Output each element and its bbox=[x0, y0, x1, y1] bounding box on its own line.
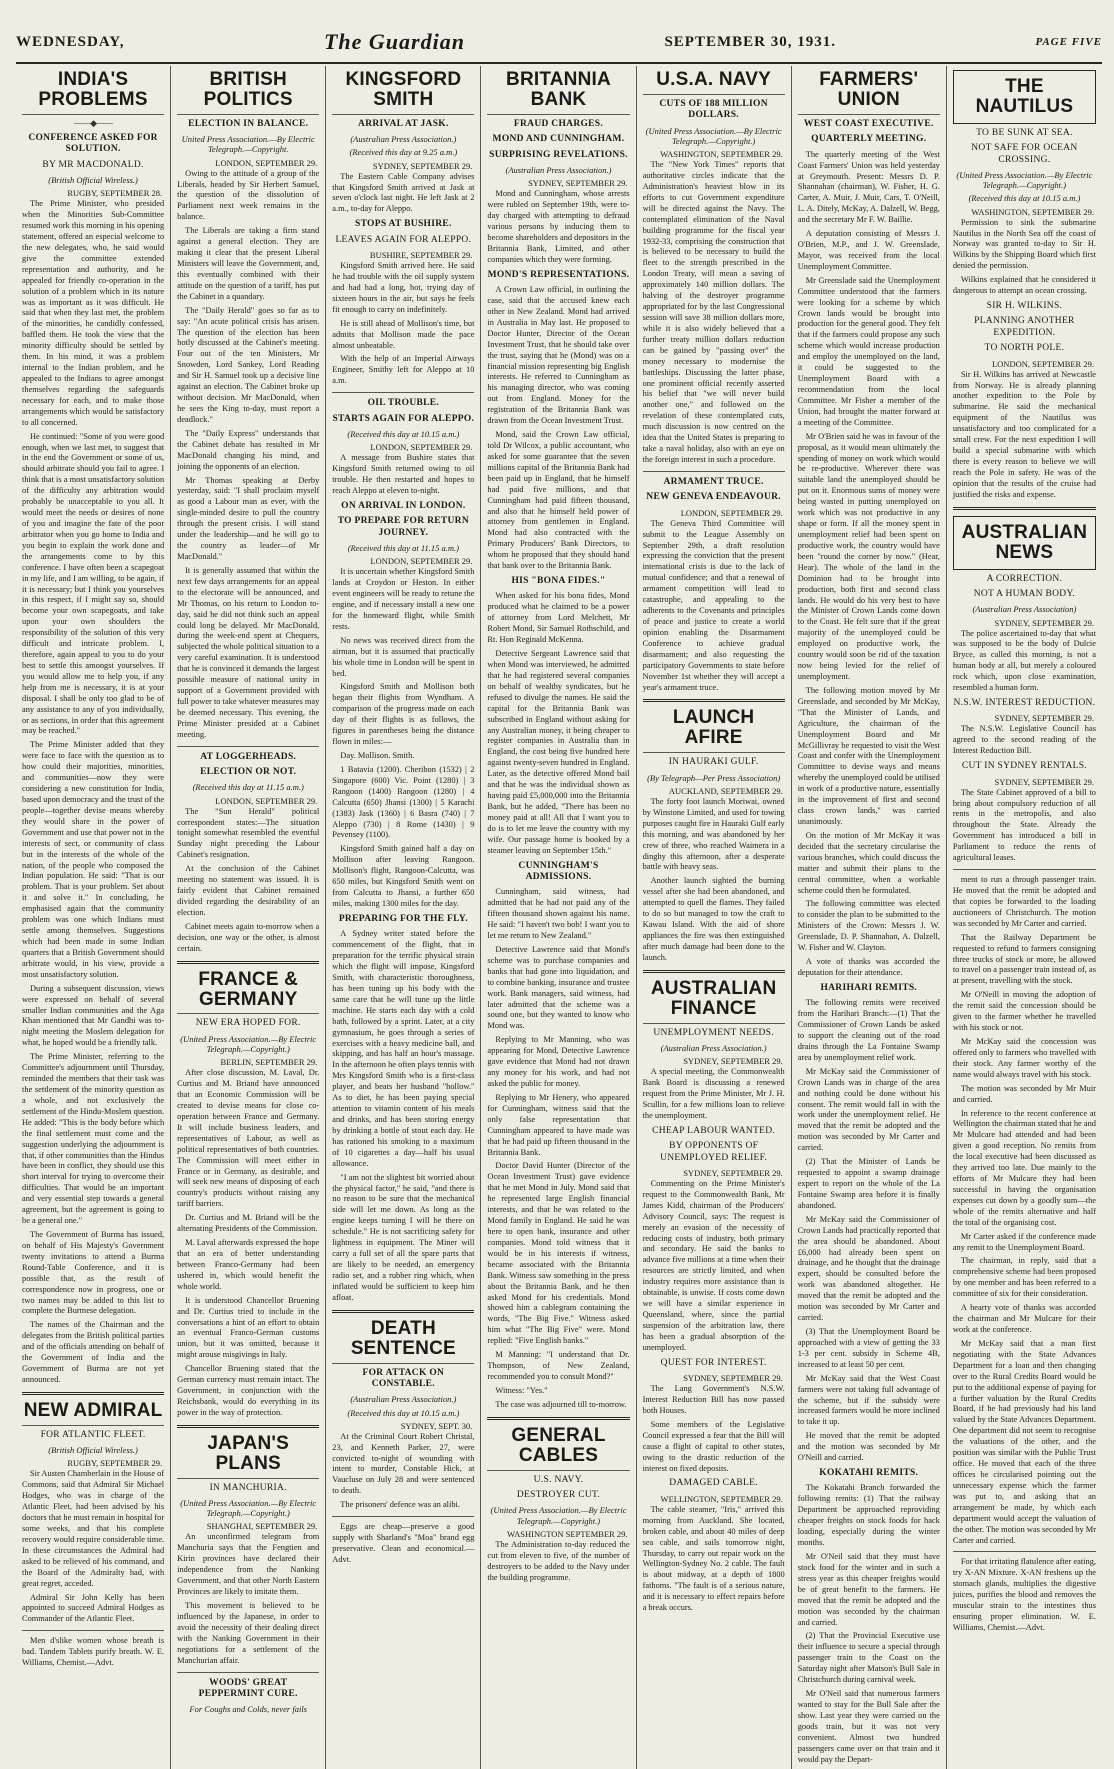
paragraph: The Geneva Third Committee will submit to the League Assembly on September 29th, a draft resolution expressing the conviction that the present international crisis is due to the lack of mutual confidence; and that a renewal of armament competition will lead to catastrophe, and appealing to the adherents to the Covenants and principles of peace and justice to create a world opinion enabling the Disarmament Conference to achieve gradual disarmament; and also requesting the participatory Governments to state before November 1st whether they will accept a year's armament truce. bbox=[642, 518, 785, 692]
paragraph: The "Daily Herald" goes so far as to say: "An acute political crisis has arisen. The question of the election has been hotly discussed at the Cabinet's meeting. Four out of the ten Ministers, Mr Snowden, Lord Sankey, Lord Reading and Sir H. Samuel took up a decisive line against an election. The Cabinet broke up without decision. Mr MacDonald, when he sees the King to-day, must report a deadlock." bbox=[177, 305, 320, 424]
deck: CHEAP LABOUR WANTED. bbox=[652, 1125, 776, 1136]
dateline: AUCKLAND, SEPTEMBER 29. bbox=[668, 785, 783, 796]
divider bbox=[22, 1630, 164, 1631]
paragraph: M. Laval afterwards expressed the hope that an era of better understanding between Franco-Germany had been ushered in, which would benefit the whole world. bbox=[177, 1238, 320, 1291]
paragraph: The Kokatahi Branch forwarded the following remits: (1) That the railway Department be approached reproviding cheaper freights on stock foods for hack loading, especially during the winter months. bbox=[797, 1483, 940, 1548]
paragraph: The Prime Minister, referring to the Committee's adjournment until Thursday, reminded the members that their task was the settlement of the minority question as a whole, and not exclusively the settlement of the Hindu-Moslem question. He added: "This is the body before which the final settlement must come and the suggestion underlying the adjournment is that, if other communities than the Hindus have been in conflict, they should use this short interval for trying to overcome their difficulties. That would be an important and very essential step towards a general agreement, but the agreement is going to be a general one." bbox=[22, 1052, 165, 1226]
headline-australian-news: AUSTRALIAN NEWS bbox=[953, 516, 1096, 570]
paragraph: Witness: "Yes." bbox=[495, 1385, 548, 1395]
paragraph: No news was received direct from the airman, but it is assumed that practically his whole time in London will be spent in bed. bbox=[332, 635, 475, 678]
paragraph: A special meeting, the Commonwealth Bank Board is discussing a renewed request from the Prime Minister, Mr J. H. Scullin, for a few millions loan to relieve the unemployment. bbox=[642, 1067, 785, 1120]
paragraph: ment to run a through passenger train. He moved that the remit be adopted and that copies be forwarded to the loading auctioneers of Christchurch. The motion was seconded by Mr Carter and carried. bbox=[952, 875, 1096, 928]
paragraph: Kingsford Smith and Mollison both began their flights from Wyndham. A comparison of the progress made on each day of their flights is as follows, the figures in parentheses being the distance flown in miles:— bbox=[332, 682, 475, 747]
credit: (United Press Association.—By Electric Telegraph.—Copyright.) bbox=[645, 125, 782, 146]
paragraph: Mr O'Brien said he was in favour of the proposal, as it would mean ultimately the spending of money on work which would be re-productive. Wherever there was suitable land the unemployed should be put on it. Enormous sums of money were being wasted in putting unemployed on work which was not productive in any shape or form. If all the money spent in unemployment relief had been spent on productive work, the country would have been "round the corner by now." (Hear, Hear). The whole of the land in the Dominion had to be brought into production, both first and second class lands. He would do his very best to have the Minister of Crown Lands come down to the Coast. He felt sure that if the great majority of the unemployed could be employed on productive work, the country would soon be rid of the taxation now being levied for the relief of unemployment. bbox=[797, 431, 940, 681]
deck: N.S.W. INTEREST REDUCTION. bbox=[953, 698, 1096, 709]
deck: CONFERENCE ASKED FOR SOLUTION. bbox=[28, 132, 158, 155]
paragraph: Mr McKay said the concession was offered only to farmers who travelled with their stock. Any farmer worthy of the name would always travel with his stock. bbox=[952, 1036, 1096, 1079]
deck: FRAUD CHARGES. bbox=[513, 118, 604, 129]
headline-general-cables: GENERAL CABLES bbox=[487, 1426, 629, 1471]
headline-japans-plans: JAPAN'S PLANS bbox=[177, 1434, 319, 1479]
paragraph: Mond, said the Crown Law official, told Dr Wilcox, a public accountant, who asked for some guarantee that the seven millions capital of the Britannia Bank had been paid up in England, that he himself had paid five millions, and that Cunningham had paid fifteen thousand, and also that he himself held power of attorney from gentlemen in England. Mond had also contracted with the Primary Producers' Bank Directors, to whom he proposed that they should hand that bank over to the Britannia Bank. bbox=[487, 430, 630, 571]
paragraph: He continued: "Some of you were good enough, when we last met, to suggest that in the end the Government or some of us, should arbitrate should you fail to agree. I think that is a most unsatisfactory solution of the difficulty any arbitration would probably be unacceptable to you all. It would meet the needs or desires of none of you and imagine the fate of the poor arbitrator when you go home to India and you begin to explain the work done and the arrangements come to by this conference. I have often been a scapegoat in my life, and I am willing, to be again, if it is necessary; but I think you yourselves in this respect, if I might say so, should become your own scapegoats, and take upon your own shoulders the responsibility of the solution of this very difficult and intricate problem. I, therefore, again appeal to you to do your best to settle this amongst yourselves. If you would allow me to help you, if any help from me is necessary, it is at your disposal. I shall be only too glad to be of any assistance to any of you individually, or as sections, in order that this agreement may be reached." bbox=[22, 431, 165, 736]
dateline: RUGBY, SEPTEMBER 28. bbox=[67, 188, 163, 199]
paragraph: Replying to Mr Henery, who appeared for Cunningham, witness said that the only false representation that Cunningham appeared to have made was that he had paid up fifteen thousand in the Britannia Bank. bbox=[487, 1092, 630, 1157]
paragraph: Mr Thomas speaking at Derby yesterday, said: "I shall proclaim myself as good a Labour man as ever, with the single-minded desire to pull the country through the present crisis. I will stand under the leadership—and he will go to the country as leader—of Mr MacDonald." bbox=[177, 475, 320, 561]
paragraph: A hearty vote of thanks was accorded the chairman and Mr Mulcare for their work at the conference. bbox=[952, 1303, 1096, 1335]
dateline: SYDNEY, SEPTEMBER 29. bbox=[683, 1056, 783, 1067]
paragraph: (3) That the Unemployment Board be approached with a view of getting the 33 1-3 per cent. subsidy in Scheme 4B, increased to at least 50 per cent. bbox=[797, 1327, 940, 1369]
credit: (Australian Press Association.) bbox=[350, 134, 457, 145]
paragraph: The Eastern Cable Company advises that Kingsford Smith arrived at Jask at seven o'clock last night. He left Jask at 2 a.m., to-day for Aleppo. bbox=[332, 171, 475, 214]
deck: TO PREPARE FOR RETURN JOURNEY. bbox=[337, 516, 469, 538]
paragraph: He moved that the remit be adopted and the motion was seconded by Mr O'Neill and carried. bbox=[797, 1431, 940, 1463]
section-rule bbox=[487, 1417, 629, 1420]
paragraph: The quarterly meeting of the West Coast Farmers' Union was held yesterday at Greymouth. Present: Messrs D. P. Shannahan (chairman), W. Fisher, H. G. Carter, A. Muir, J. Muir, Cars, T. O'Neill, L. A. Ditely, McKay, A. Dalzell, W. Begg, and the secretary Mr F. W. Baillie. bbox=[797, 149, 940, 225]
headline-farmers-union: FARMERS' UNION bbox=[798, 70, 940, 115]
paragraph: The following committee was elected to consider the plan to be submitted to the Ministers of the Crown: Messrs J. W. Greenslade, D. P. Shannahan, A. Dalzell, W. Fisher and W. Clayton. bbox=[797, 899, 940, 953]
paragraph: After close discussion, M. Laval, Dr. Curtius and M. Briand have announced that an Economic Commission will be created to devise means for close co-operation between France and Germany. It will include business leaders, and representatives of Labour, as well as political representatives of both countries. The Commission will meet either in France or in Germany, as desirable, and will seek new means of disposing of each country's products without raising any tariff barriers. bbox=[177, 1068, 320, 1209]
credit: (British Official Wireless.) bbox=[48, 1445, 138, 1456]
paragraph: Mr Carter asked if the conference made any remit to the Unemployment Board. bbox=[952, 1231, 1096, 1252]
deck: MOND'S REPRESENTATIONS. bbox=[487, 269, 630, 280]
section-rule bbox=[643, 699, 785, 702]
deck: SURPRISING REVELATIONS. bbox=[489, 149, 628, 160]
dateline: BERLIN, SEPTEMBER 29. bbox=[220, 1057, 318, 1068]
dateline: LONDON, SEPTEMBER 29. bbox=[215, 795, 318, 806]
section-rule bbox=[332, 1310, 474, 1313]
column-6 bbox=[792, 66, 947, 1769]
paragraph: The Administration to-day reduced the cut from eleven to five, of the number of destroyers to be added to the Navy under the building programme. bbox=[487, 1539, 630, 1582]
headline-britannia-bank: BRITANNIA BANK bbox=[487, 70, 629, 115]
deck: TO NORTH POLE. bbox=[984, 343, 1065, 354]
deck: NEW ERA HOPED FOR. bbox=[195, 1018, 301, 1029]
paragraph: Another launch sighted the burning vessel after she had been abandoned, and attempted to quell the flames. They failed to do so but managed to tow the craft to Kawau Island. With the aid of shore appliances the fire was then extinguished after much damage had been done to the launch. bbox=[642, 876, 785, 962]
paragraph: Mr Greenslade said the Unemployment Committee understood that the farmers were looking for a scheme by which Crown lands would be brought into production for the general good. They felt that if the farmers could propose any such scheme which would increase production and employ the unemployed on the land, it could be suggested to the Unemployment Board with a recommendation from the local Committee. Mr Fisher a member of the Union, had brought the matter forward at a meeting of the Committee. bbox=[797, 275, 940, 427]
paragraph: At the conclusion of the Cabinet meeting no statement was issued. It is fairly evident that Cabinet remained divided regarding the desirability of an election. bbox=[177, 864, 320, 917]
headline-british-politics: BRITISH POLITICS bbox=[177, 70, 319, 115]
divider bbox=[177, 746, 319, 747]
column-3 bbox=[326, 66, 481, 1769]
paragraph: The Government of Burma has issued, on behalf of His Majesty's Government twenty invitations to attend a Burma Round-Table Conference, and it is possible that, as the result of correspondence now in progress, one or two names may be added to this list to complete the Burmese delegation. bbox=[22, 1229, 165, 1316]
divider bbox=[177, 1672, 319, 1673]
paragraph: With the help of an Imperial Airways Engineer, Smithy left for Aleppo at 10 a.m. bbox=[332, 354, 475, 386]
paragraph: Mr O'Neil said that they must have stock food for the winter and in such a stress year as this cheaper freights would be of great benefit to the farmers. He moved that the remit be adopted and the motion was seconded by the chairman and carried. bbox=[797, 1551, 940, 1627]
paragraph: Cabinet meets again to-morrow when a decision, one way or the other, is almost certain. bbox=[177, 921, 320, 953]
paragraph: "I am not the slightest bit worried about the physical factor," he said, "and there is no reason to be sure that the mechanical side will let me down. As long as the engine keeps turning I will be there on schedule." He is not sacrificing safety for lightness in equipment. The Miner will carry a full set of all the spare parts that are likely to be needed, an emergency radio set, and a rubber ring which, when inflated would be sufficient to keep him afloat. bbox=[332, 1172, 475, 1302]
divider: ——◆—— bbox=[74, 117, 113, 128]
headline-death-sentence: DEATH SENTENCE bbox=[332, 1319, 474, 1364]
deck: CUNNINGHAM'S ADMISSIONS. bbox=[518, 860, 599, 882]
byline: BY MR MACDONALD. bbox=[42, 159, 144, 170]
credit: (Received this day at 9.25 a.m.) bbox=[349, 147, 458, 158]
paragraph: Detective Lawrence said that Mond's scheme was to purchase companies and banks that had gone into liquidation, and to combine banking, insurance and trustee work. Bank managers, said witness, had later admitted that the scheme was a sound one, but they wanted to know who Mond was. bbox=[487, 944, 630, 1031]
advertisement-text: For Coughs and Colds, never fails bbox=[189, 1704, 307, 1715]
masthead-date: SEPTEMBER 30, 1931. bbox=[664, 33, 836, 50]
deck: WEST COAST EXECUTIVE. bbox=[803, 118, 934, 129]
deck: FOR ATLANTIC FLEET. bbox=[40, 1429, 146, 1440]
paragraph: This movement is believed to be influenced by the Japanese, in order to avoid the necessity of their dealing direct with the Nanking Government in their negotiations for a settlement of the Manchurian affair. bbox=[177, 1601, 320, 1665]
credit: (Received this day at 10.15 a.m.) bbox=[347, 1407, 460, 1418]
deck: KOKATAHI REMITS. bbox=[819, 1468, 919, 1479]
credit: (Australian Press Association.) bbox=[350, 1394, 457, 1405]
deck: STOPS AT BUSHIRE. bbox=[354, 219, 452, 230]
paragraph: The chairman, in reply, said that a comprehensive scheme had been proposed by one member and has been referred to a committee of six for their consideration. bbox=[952, 1256, 1096, 1299]
dateline: WELLINGTON, SEPTEMBER 29. bbox=[660, 1493, 783, 1504]
deck: QUARTERLY MEETING. bbox=[811, 134, 927, 145]
credit: (United Press Association.—By Electric Telegraph.—Copyright.) bbox=[956, 170, 1093, 191]
divider bbox=[643, 471, 785, 472]
paragraph: It is understood Chancellor Bruening and Dr. Curtius tried to include in the conversations a hint of an effort to obtain an eventual Franco-German customs union, but it was omitted, because it might arouse misgivings in Italy. bbox=[177, 1295, 320, 1360]
paragraph: Kingsford Smith gained half a day on Mollison after leaving Rangoon. Mollison's flight, Rangoon-Calcutta, was 650 miles, but Kingsford Smith went on from Calcutta to Jhansi, a further 650 miles, making 1300 miles for the day. bbox=[332, 844, 475, 908]
dateline: SYDNEY, SEPTEMBER 29. bbox=[683, 1167, 783, 1178]
masthead bbox=[16, 22, 1102, 64]
deck: ON ARRIVAL IN LONDON. bbox=[341, 500, 466, 511]
dateline: SYDNEY, SEPTEMBER 29. bbox=[994, 776, 1094, 787]
paragraph: The case was adjourned till to-morrow. bbox=[495, 1399, 627, 1409]
paragraph: Mr O'Neill in moving the adoption of the remit said the concession should be given to the farmer whether he travelled with his stock or not. bbox=[952, 990, 1096, 1033]
paragraph: An unconfirmed telegram from Manchuria says that the Fengtien and Kirin provinces have declared their independence from the Nanking Government, and that other North Eastern Provinces are likely to imitate them. bbox=[177, 1532, 320, 1597]
deck: UNEMPLOYMENT NEEDS. bbox=[653, 1027, 774, 1038]
divider bbox=[332, 1516, 474, 1517]
section-rule bbox=[953, 507, 1096, 510]
paragraph: The "New York Times" reports that authoritative circles indicate that the Administration's heaviest blow in its efforts to cut Government expenditure will be directed against the Navy. The contemplated elimination of the Naval building programme for the fiscal year 1932-33, comprising the construction that is believed to be necessary to build the fleet to the strength prescribed in the London Treaty, will mean a saving of approximately 140 million dollars. The halving of the destroyer programme appropriated for by the last Congressional session will save 38 million dollars more, while it is also widely believed that a further treaty million dollars reduction can be gained by "passing over" the money necessary to modernise the battleships. Discussing the latter phase, one prominent official recently asserted his belief that "we will never build another one," and followed on the revelation of these contemplated cuts, much discussion is now centred on the idea that the United States is preparing to take a naval holiday, also with an eye on the foreign interest in such a procedure. bbox=[642, 160, 785, 464]
paragraph: During a subsequent discussion, views were expressed on behalf of several smaller Indian communities and the Aga Khan mentioned that Mr Gandhi was to-night meeting the Moslem delegation for what, he hoped would be a friendly talk. bbox=[22, 983, 165, 1048]
deck: IN HAURAKI GULF. bbox=[668, 757, 759, 768]
column-7 bbox=[947, 66, 1102, 1769]
paragraph: The following remits were received from the Harihari Branch:—(1) That the Commissioner of Crown Lands be asked to support the cleaning out of the road drains through the La Fontaine Swamp area by unemployment relief work. bbox=[797, 998, 940, 1062]
deck: STARTS AGAIN FOR ALEPPO. bbox=[332, 413, 475, 424]
paragraph: Cunningham, said witness, had admitted that he had not paid any of the fifteen thousand shown against his name. He said: "I haven't two bob! I want you to let me return to New Zealand." bbox=[487, 887, 630, 941]
deck: DAMAGED CABLE. bbox=[669, 1478, 758, 1489]
deck: U.S. NAVY. bbox=[533, 1474, 584, 1485]
paragraph: Sir H. Wilkins has arrived at Newcastle from Norway. He is already planning another expedition to the Pole by submarine. He said the mechanical equipment of the Nautilus was unsatisfactory and too complicated for a small crew. For the next expedition I will build a special submarine with which there is every reason to believe we will reach the Pole in safety. He was of the opinion that the results of the cruise had justified the risks and expense. bbox=[952, 369, 1096, 499]
dateline: LONDON, SEPTEMBER 29. bbox=[991, 358, 1094, 369]
paragraph: A Crown Law official, in outlining the case, said that the accused knew each other in New Zealand. Mond had arrived in Australia in May last. He proposed to Doctor Hunter, Director of the Ocean Investment Trust, that he should take over the trust, saying that he (Mond) was on a financial mission representing big English interests. He referred to Cunningham as his managing director, who was coming out from England. Money for the registration of the Britannia Bank was drawn from the Ocean Investment Trust. bbox=[487, 285, 630, 426]
dateline: SYDNEY, SEPTEMBER 29. bbox=[528, 178, 628, 189]
paragraph: Permission to sink the submarine Nautilus in the North Sea off the coast of Norway was granted to-day to Sir H. Wilkins by the Shipping Board which first denied the permission. bbox=[952, 217, 1096, 271]
headline-france-germany: FRANCE & GERMANY bbox=[177, 970, 319, 1015]
paragraph: Doctor David Hunter (Director of the Ocean Investment Trust) gave evidence that he met Mond in July. Mond said that he represented large English financial interests, and that he was related to the Mond family in England. He said he was here to open bank, insurance and other companies. Mond told witness that it would be in his interests if witness, became associated with the Britannia Bank. Witness saw something in the press about the Britannia Bank, and he then asked Mond for his credentials. Mond showed him a cablegram containing the words, "The Big Five." Witness asked him what "The Big Five" were. Mond replied: "Five English banks." bbox=[487, 1161, 630, 1346]
paragraph: The motion was seconded by Mr Muir and carried. bbox=[952, 1083, 1096, 1104]
paragraph: The prisoners' defence was an alibi. bbox=[340, 1500, 460, 1510]
paragraph: The Prime Minister added that they were face to face with the question as to how could their majorities, minorities, and communities—now they were considering a new constitution for India, based upon democracy and the trust of the people—together devise means whereby they would share in the power of Government and use that power not in the interests of sect, or community of class but in the interests of the whole of the nation, of the people who composed the Indian population. He said: "That is our problem. That is your problem. Set about it and solve it." In concluding, he emphasised again that the community problem was one which Indians must settle among themselves. Suggestions which had been made in some Indian quarters that a British Government should arbitrate would, in his view, provide a most unsatisfactory solution. bbox=[22, 740, 165, 979]
section-rule bbox=[177, 961, 319, 964]
credit: (Australian Press Association.) bbox=[660, 1042, 767, 1053]
paragraph: The names of the Chairman and the delegates from the British political parties and of the officials attending on behalf of the Government of India and the Government of Burma are not yet announced. bbox=[22, 1320, 165, 1384]
deck: DESTROYER CUT. bbox=[516, 1490, 601, 1501]
paragraph: Some members of the Legislative Council expressed a fear that the Bill will cause a flight of capital to other states, owing to the drastic reduction of the interest on fixed deposits. bbox=[642, 1419, 785, 1473]
section-rule bbox=[177, 1425, 319, 1428]
dateline: LONDON, SEPTEMBER 29. bbox=[370, 442, 473, 453]
deck: FOR ATTACK ON CONSTABLE. bbox=[362, 1367, 445, 1389]
dateline: LONDON, SEPTEMBER 29. bbox=[370, 556, 473, 567]
headline-kingsford-smith: KINGSFORD SMITH bbox=[332, 70, 474, 115]
paragraph: He is still ahead of Mollison's time, but admits that Mollison made the pace almost unbeatable. bbox=[332, 318, 475, 350]
credit: (Australian Press Association) bbox=[972, 604, 1077, 615]
credit: (By Telegraph—Per Press Association) bbox=[647, 772, 781, 783]
masthead-page-number: PAGE FIVE bbox=[1035, 36, 1102, 48]
deck: A CORRECTION. bbox=[986, 573, 1063, 584]
credit: (Received this day at 10.15 a.m.) bbox=[347, 429, 460, 440]
deck: ARMAMENT TRUCE. bbox=[663, 476, 764, 487]
column-5 bbox=[637, 66, 792, 1769]
section-rule bbox=[22, 1392, 164, 1395]
paragraph: The "Daily Express" understands that the Cabinet debate has resulted in Mr MacDonald changing his mind, and joining the opponents of an election. bbox=[177, 428, 320, 471]
paragraph: It is generally assumed that within the next few days arrangements for an appeal to the electorate will be announced, and Mr Thomas, on his return to London to-day, said he did not think such an appeal could long be delayed. Mr MacDonald, during the week-end spent at Chequers, subjected the whole political situation to a very careful examination. It is understood that he is convinced it demands the largest possible measure of national unity in support of a Government provided with full power to take whatever measures may be deemed necessary. This evening, the Prime Minister presided at a Cabinet meeting. bbox=[177, 565, 320, 739]
deck: ELECTION IN BALANCE. bbox=[188, 118, 309, 129]
dateline: SHANGHAI, SEPTEMBER 29. bbox=[206, 1521, 318, 1532]
paragraph: The Prime Minister, who presided when the Minorities Sub-Committee resumed work this morning in his opening statement, offered an especial welcome to the new delegates, who, he said would give the committee extended representation and authority, and he appealed for friendly co-operation in the solution of a problem which in its nature was as important as it was difficult. He said that when they last met, the problem of the minorities, he candidly confessed, baffled them. He took the view that the minority difficulty should be settled by them. In his mind, it was a problem internal to the Indian problem, and he appealed to the Indians to agree amongst themselves regarding the safeguards necessary for each, and to make those arrangements which would be satisfactory to all concerned. bbox=[22, 199, 165, 427]
divider bbox=[332, 392, 474, 393]
deck: CUTS OF 188 MILLION DOLLARS. bbox=[659, 98, 768, 121]
deck: PLANNING ANOTHER EXPEDITION. bbox=[974, 316, 1075, 338]
dateline: BUSHIRE, SEPTEMBER 29. bbox=[369, 250, 473, 261]
paragraph: The cable steamer, "Iris," arrived this morning from Auckland. She located, broken cable, and about 40 miles of deep sea cable, and sails tomorrow night, Thursday, to carry out repair work on the Wellington-Sydney No. 2 cable. The fault is about midway, at a depth of 1800 fathoms. "The fault is of a serious nature, and it is necessary to effect repairs before a break occurs. bbox=[642, 1504, 785, 1613]
paragraph: Mr McKay said that the West Coast farmers were not taking full advantage of the scheme, but if the subsidy were increased farmers would be more inclined to take it up. bbox=[797, 1373, 940, 1427]
table-header: Day. Mollison. Smith. bbox=[340, 751, 415, 761]
paragraph: Admiral Sir John Kelly has been appointed to succeed Admiral Hodges as Commander of the Atlantic Fleet. bbox=[22, 1592, 165, 1624]
deck: OIL TROUBLE. bbox=[367, 398, 440, 409]
columns bbox=[16, 66, 1102, 1764]
credit: (Received this day at 11.15 a.m.) bbox=[347, 543, 459, 554]
paragraph: In reference to the recent conference at Wellington the chairman stated that he and Mr Mulcare had attended and had been given a good reception. No remits from the local executive had been discussed as they arrived too late. Due mainly to the efforts of Mr Mulcare they had been successful in having the organisation expenses cut down by a goodly sum—the whole of the remits alternative and half the total of the organising cost. bbox=[952, 1108, 1096, 1227]
advertisement-title: WOODS' GREAT PEPPERMINT CURE. bbox=[198, 1677, 298, 1699]
paragraph: The "Sun Herald" political correspondent states:—The situation tonight somewhat resembled the eventful Sunday night preceding the Labour Cabinet's resignation. bbox=[177, 806, 320, 860]
deck: PREPARING FOR THE FLY. bbox=[338, 913, 468, 924]
deck: CUT IN SYDNEY RENTALS. bbox=[961, 761, 1087, 772]
divider bbox=[953, 1551, 1096, 1552]
dateline: RUGBY, SEPTEMBER 29. bbox=[67, 1458, 163, 1469]
deck: ELECTION OR NOT. bbox=[200, 767, 297, 778]
headline-indias-problems: INDIA'S PROBLEMS bbox=[22, 70, 164, 115]
paragraph: Mr McKay said the Commissioner of Crown Lands was in charge of the area and nothing could be done without his consent. The remit would fall in with the work under the unemployment relief. He moved that the remit be adopted and the motion was seconded by Mr Carter and carried. bbox=[797, 1066, 940, 1153]
deck: TO BE SUNK AT SEA. bbox=[976, 127, 1073, 138]
headline-the-nautilus: THE NAUTILUS bbox=[953, 70, 1096, 124]
credit: (United Press Association.—By Electric Telegraph.—Copyright.) bbox=[490, 1505, 627, 1526]
deck: NEW GENEVA ENDEAVOUR. bbox=[646, 492, 781, 503]
paragraph: The police ascertained to-day that what was supposed to be the body of Dulcie Bryce, as called this morning, is not a human body at all, but merely a coloured rock which, upon close examination, resembled a human form. bbox=[952, 628, 1096, 693]
credit: United Press Association.—By Electric Telegraph.—Copyright. bbox=[181, 134, 315, 155]
headline-launch-afire: LAUNCH AFIRE bbox=[643, 708, 785, 753]
headline-usa-navy: U.S.A. NAVY bbox=[643, 70, 785, 95]
paragraph: It is uncertain whether Kingsford Smith lands at Croydon or Heston. In either event engineers will be ready to retune the engine, and if necessary install a new one for the homeward flight, while Smith rests. bbox=[332, 567, 475, 631]
credit: (Received this day at 10.15 a.m.) bbox=[968, 193, 1081, 204]
deck: MOND AND CUNNINGHAM. bbox=[492, 134, 625, 145]
advertisement: Eggs are cheap—preserve a good supply with Sharland's "Moa" brand egg preservative. Clean and economical.—Advt. bbox=[332, 1522, 475, 1564]
dateline: SYDNEY, SEPT. 30. bbox=[400, 1420, 473, 1431]
dateline: WASHINGTON, SEPTEMBER 29. bbox=[971, 206, 1094, 217]
paragraph: Dr. Curtius and M. Briand will be the alternating Presidents of the Commission. bbox=[177, 1213, 320, 1234]
paragraph: The forty foot launch Moriwai, owned by Winstone Limited, and used for towing purposes caught fire in Hauraki Gulf early this morning, and was abandoned by her crew of three, who reached Waimera in a dinghy this afternoon, after a desperate battle with heavy seas. bbox=[642, 796, 785, 872]
paragraph: Wilkins explained that he considered it dangerous to attempt an ocean crossing. bbox=[952, 275, 1096, 296]
paragraph: Chancellor Bruening stated that the German currency must remain intact. The Government, in conjunction with the Reichsbank, would do everything in its power in the way of protection. bbox=[177, 1364, 320, 1417]
deck: NOT SAFE FOR OCEAN CROSSING. bbox=[971, 143, 1078, 165]
deck: QUEST FOR INTEREST. bbox=[660, 1357, 767, 1368]
paragraph: Mr McKay said the Commissioner of Crown Lands had practically reported that the area should be abandoned. About £6,000 had already been spent on drainage, and he thought that the drainage expert, should be consulted before the work was abandoned altogether. He moved that the remit be adopted and the motion was seconded by Mr Carter and carried. bbox=[797, 1214, 940, 1323]
flight-table: 1 Batavia (1200). Cheribon (1532) | 2 Singapore (600) Vic. Point (1280) | 3 Rangoon (1400) Rangoon (1280) | 4 Calcutta (650) Jhansi (1300) | 5 Karachi (1383) Jask (1360) | 6 Basra (740) | 7 Aleppo (730) | 8 Rome (1430) | 9 Pevensey (1100). bbox=[332, 764, 475, 840]
dateline: WASHINGTON, SEPTEMBER 29. bbox=[660, 149, 783, 160]
paragraph: Kingsford Smith arrived here. He said he had trouble with the oil supply system and had had a long, hot, trying day of sixteen hours in the air, but says he feels fit enough to carry on indefinitely. bbox=[332, 261, 475, 314]
credit: (Australian Press Association.) bbox=[505, 165, 612, 176]
paragraph: At the Criminal Court Robert Christal, 23, and Kenneth Parker, 27, were convicted to-night of wounding with intent to murder, Constable Hick, at Vaucluse on July 28 and were sentenced to death. bbox=[332, 1431, 475, 1496]
paragraph: A Sydney writer stated before the commencement of the flight, that in preparation for the terrific physical strain which the flight will impose, Kingsford Smith, with characteristic thoroughness, has been tuning up his body with the same care that he will tune up the little machine. He starts each day with a cold bath, followed by a sprint. Later, at a city gymnasium, he goes through a series of exercises with a heavy medicine ball, and skipping, and has half an hour's massage. In the afternoon he often plays tennis with Mrs Kingsford Smith who is a first-class player, and beats her husband "hollow." As to diet, he has been paying special attention to vitamin content of his meals and drinks, and has been storing energy by drinking a bottle of stout each day. He has rationed his smoking to a maximum of 10 cigarettes a day—half his usual allowance. bbox=[332, 929, 475, 1168]
deck: AT LOGGERHEADS. bbox=[200, 751, 297, 762]
advertisement: For that irritating flatulence after eating, try X-AN Mixture. X-AN freshens up the stomach glands, multiplies the digestive juices, purifies the blood and removes the muscular strain to the intestines thus ensuring proper elimination. W. E. Williams, Chemist.—Advt. bbox=[952, 1557, 1096, 1632]
credit: (Received this day at 11.15 a.m.) bbox=[192, 782, 304, 793]
credit: (United Press Association.—By Electric Telegraph.—Copyright.) bbox=[180, 1033, 317, 1055]
paragraph: A message from Bushire states that Kingsford Smith returned owing to oil trouble. He then restarted and hopes to reach Aleppo at eleven to-night. bbox=[332, 453, 475, 495]
masthead-title: The Guardian bbox=[323, 29, 465, 54]
deck: ARRIVAL AT JASK. bbox=[358, 118, 449, 129]
dateline: SYDNEY, SEPTEMBER 29. bbox=[994, 617, 1094, 628]
paragraph: Detective Sergeant Lawrence said that when Mond was interviewed, he admitted that he had registered several companies on behalf of wealthy syndicates, but he refused to divulge the names. He said the capital for the Britannia Bank was subscribed in England without asking for any Australian money, it being cheaper to register companies in Australia than in England, the cost being five hundred here against twenty-seven hundred in England. Later, as the detective offered Mond bail and that he was the individual shown as having paid £5,000,000 into the Britannia Bank, but he added, "There has been no money paid at all! All that I want you to do is to let me leave the country with my wife. Our passage home is booked by a steamer leaving on September 15th." bbox=[487, 649, 630, 855]
paragraph: Replying to Mr Manning, who was appearing for Mond, Detective Lawrence gave evidence that Mond had not drawn any money for his work, and had not asked the public for money. bbox=[487, 1035, 630, 1089]
paragraph: M Manning: "I understand that Dr. Thompson, of New Zealand, recommended you to consult Mond?" bbox=[487, 1350, 630, 1381]
section-rule bbox=[643, 970, 785, 973]
paragraph: The State Cabinet approved of a bill to bring about compulsory reduction of all rents in the metropolis, and also throughout the State. Already the Government has introduced a bill in Parliament to reduce the rents of agricultural leases. bbox=[952, 787, 1096, 863]
paragraph: A vote of thanks was accorded the deputation for their attendance. bbox=[797, 957, 940, 977]
column-2 bbox=[171, 66, 326, 1769]
paragraph: Commenting on the Prime Minister's request to the Commonwealth Bank, Mr James Kidd, chairman of the Producers' Advisory Council, says: The request is merely an evasion of the necessity of reducing costs of industry, both primary and secondary. He said the banks to advance five millions at a time when their resources are strictly limited, and when industry requires more assistance than is obtainable, is unwise. If costs come down we will have a similar experience in Queensland, where, since the partial suspension of the arbitration law, there has been a gradual absorption of the unemployed. bbox=[642, 1178, 785, 1352]
paragraph: On the motion of Mr McKay it was decided that the secretary circularise the various branches, which could discuss the matter and submit their plans to the central committee, when a workable scheme could then be formulated. bbox=[797, 830, 940, 895]
headline-australian-finance: AUSTRALIAN FINANCE bbox=[643, 979, 785, 1024]
dateline: LONDON, SEPTEMBER 29. bbox=[680, 507, 783, 518]
paragraph: (2) That the Minister of Lands be requested to appoint a swamp drainage expert to report on the whole of the La Fontaine Swamp area before it is finally abandoned. bbox=[797, 1157, 940, 1210]
paragraph: Mr O'Neil said that numerous farmers wanted to stay for the Bull Sale after the show. Last year they were carried on the goods train, but it was not very convenient. Almost two hundred passengers came over on that train and it would pay the Depart- bbox=[797, 1689, 940, 1764]
deck: IN MANCHURIA. bbox=[209, 1482, 287, 1493]
column-1 bbox=[16, 66, 171, 1769]
paragraph: That the Railway Department be requested to refund to farmers consigning three trucks of stock or more, be allowed to travel on a passenger train instead of, as at present, travelling with the stock. bbox=[952, 932, 1096, 986]
deck: BY OPPONENTS OF UNEMPLOYED RELIEF. bbox=[660, 1141, 768, 1163]
paragraph: When asked for his bona fides, Mond produced what he claimed to be a power of attorney from Lord Melchett, Mr Robert Mond, Sir Samuel Rothschild, and Rt. Hon Reginald McKenna. bbox=[487, 591, 630, 645]
paragraph: The Lang Government's N.S.W. Interest Reduction Bill has now passed both Houses. bbox=[642, 1384, 785, 1415]
paragraph: The N.S.W. Legislative Council has agreed to the second reading of the Interest Reduction Bill. bbox=[952, 724, 1096, 756]
dateline: SYDNEY, SEPTEMBER 29. bbox=[683, 1373, 783, 1384]
dateline: WASHINGTON SEPTEMBER 29. bbox=[507, 1528, 628, 1539]
dateline: SYDNEY, SEPTEMBER 29. bbox=[372, 160, 473, 171]
deck: NOT A HUMAN BODY. bbox=[973, 588, 1076, 599]
paragraph: Owing to the attitude of a group of the Liberals, headed by Sir Herbert Samuel, the question of the dissolution of Parliament next week remains in the balance. bbox=[177, 168, 320, 222]
deck: LEAVES AGAIN FOR ALEPPO. bbox=[335, 234, 472, 245]
paragraph: Mond and Cunningham, whose arrests were rubled on September 19th, were to-day charged with attempting to defraud various persons by inducing them to become shareholders and depositors in the Britannia Bank, Limited, and other companies which they were forming. bbox=[487, 189, 630, 264]
masthead-day: WEDNESDAY, bbox=[16, 33, 125, 50]
deck: HIS "BONA FIDES." bbox=[511, 576, 606, 587]
deck: HARIHARI REMITS. bbox=[820, 982, 918, 993]
divider bbox=[953, 869, 1096, 870]
credit: (British Official Wireless.) bbox=[48, 175, 138, 186]
paragraph: The following motion moved by Mr Greenslade, and seconded by Mr McKay, "That the Minister of Lands, and Agriculture, the chairman of the Unemployment Board and Mr McGillivray be requested to visit the West Coast and confer with the Unemployment Committee to devise ways and means whereby the unemployed could be utilised in work of a productive nature, essentially in the improvement of first and second class crown lands," was carried unanimously. bbox=[797, 685, 940, 826]
dateline: LONDON, SEPTEMBER 29. bbox=[215, 157, 318, 168]
paragraph: Mr McKay said that a man first negotiating with the State Advances Department for a loan and then changing over to the Rural Credits Board would be put to the additional expense of paying for a further valuation by the Rural Credits Board, if he had previously had his land valued by the State Advances Department. One department did not seem to recognise the valuations of the other, and the position was similar with the Public Trust office. He moved that each of the three offices be circularised pointing out the unnecessary expense which the farmer was put to, and asking that an arrangement be made, by which each department would accept the valuation of the other. The motion was seconded by Mr Carter and carried. bbox=[952, 1338, 1096, 1545]
paragraph: Sir Austen Chamberlain in the House of Commons, said that Admiral Sir Michael Hodges, who was in charge of the Atlantic Fleet, had been advised by his doctors that he must remain in hospital for some weeks, and that his complete recovery would require considerable time. In these circumstances the Admiral had asked to be relieved of his command, and the Board of the Admiralty had, with great regret, acceded. bbox=[22, 1469, 165, 1588]
deck: SIR H. WILKINS. bbox=[986, 301, 1063, 312]
credit: (United Press Association.—By Electric Telegraph.—Copyright.) bbox=[180, 1498, 317, 1519]
paragraph: The Liberals are taking a firm stand against a general election. They are making it clear that the present Liberal Ministers will leave the Government, and, this eventually combined with their attitude on the question of a tariff, has put the Cabinet in a quandary. bbox=[177, 226, 320, 301]
column-4 bbox=[481, 66, 636, 1769]
paragraph: (2) That the Provincial Executive use their influence to secure a special through passenger train to the Coast on the Saturday night after Matson's Bull Sale in Christchurch during carnival week. bbox=[797, 1631, 940, 1685]
advertisement: Men d'slike women whose breath is bad. Tandem Tablets purify breath. W. E. Williams, Chemist.—Advt. bbox=[22, 1636, 165, 1668]
headline-new-admiral: NEW ADMIRAL bbox=[22, 1401, 164, 1426]
dateline: SYDNEY, SEPTEMBER 29. bbox=[994, 713, 1094, 724]
paragraph: A deputation consisting of Messrs J. O'Brien, M.P., and J. W. Greenslade, Mayor, was received from the local Unemployment Committee. bbox=[797, 229, 940, 271]
